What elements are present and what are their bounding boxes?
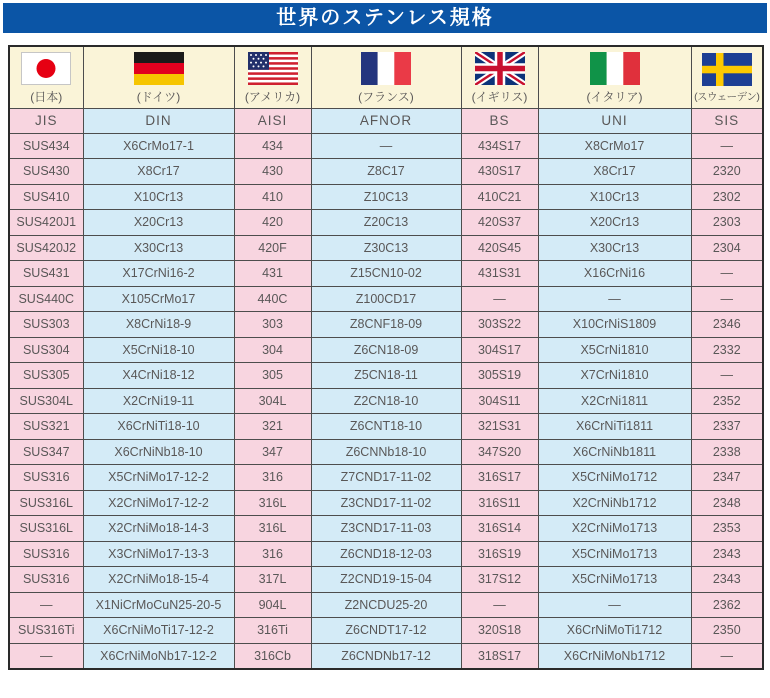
cell-aisi: 431 [234, 261, 311, 287]
cell-afnor: Z3CND17-11-03 [311, 516, 461, 542]
cell-sis: 2346 [691, 312, 763, 338]
table-row [9, 159, 763, 185]
cell-din: X105CrMo17 [83, 286, 234, 312]
cell-jis: SUS303 [9, 312, 83, 338]
cell-aisi: 904L [234, 592, 311, 618]
cell-afnor: Z2NCDU25-20 [311, 592, 461, 618]
cell-afnor: Z8C17 [311, 159, 461, 185]
cell-afnor: Z6CND18-12-03 [311, 541, 461, 567]
code-header-bs: BS [461, 108, 538, 133]
table-body [9, 133, 763, 669]
country-label: (日本) [30, 89, 63, 104]
cell-din: X6CrMo17-1 [83, 133, 234, 159]
cell-din: X8Cr17 [83, 159, 234, 185]
cell-uni: X6CrNiTi1811 [538, 414, 691, 440]
uk-flag-icon [475, 52, 525, 85]
code-header-aisi: AISI [234, 108, 311, 133]
cell-sis: 2304 [691, 235, 763, 261]
cell-aisi: 304 [234, 337, 311, 363]
table-row [9, 516, 763, 542]
page-title: 世界のステンレス規格 [3, 3, 767, 33]
table-row [9, 388, 763, 414]
table-row [9, 286, 763, 312]
cell-bs: 420S45 [461, 235, 538, 261]
cell-aisi: 410 [234, 184, 311, 210]
cell-uni: X10Cr13 [538, 184, 691, 210]
country-label: (アメリカ) [244, 89, 301, 104]
cell-din: X3CrNiMo17-13-3 [83, 541, 234, 567]
table-row [9, 618, 763, 644]
cell-sis: 2343 [691, 567, 763, 593]
flag-header-row [9, 46, 763, 108]
cell-bs: 431S31 [461, 261, 538, 287]
table-row [9, 235, 763, 261]
cell-aisi: 420F [234, 235, 311, 261]
country-label: (フランス) [358, 89, 414, 104]
code-header-uni: UNI [538, 108, 691, 133]
cell-din: X2CrNi19-11 [83, 388, 234, 414]
france-flag-icon [361, 52, 411, 85]
cell-bs: 318S17 [461, 643, 538, 669]
cell-afnor: Z2CND19-15-04 [311, 567, 461, 593]
cell-aisi: 304L [234, 388, 311, 414]
cell-uni: X5CrNiMo1713 [538, 541, 691, 567]
cell-bs: 316S17 [461, 465, 538, 491]
cell-aisi: 347 [234, 439, 311, 465]
cell-din: X20Cr13 [83, 210, 234, 236]
cell-sis: 2352 [691, 388, 763, 414]
cell-bs: 317S12 [461, 567, 538, 593]
cell-afnor: Z6CNDNb17-12 [311, 643, 461, 669]
column-header-uk [461, 46, 538, 108]
cell-din: X10Cr13 [83, 184, 234, 210]
code-header-afnor: AFNOR [311, 108, 461, 133]
cell-sis: 2347 [691, 465, 763, 491]
cell-bs: 430S17 [461, 159, 538, 185]
cell-afnor: Z6CNT18-10 [311, 414, 461, 440]
cell-jis: SUS316L [9, 516, 83, 542]
cell-aisi: 316Ti [234, 618, 311, 644]
cell-aisi: 305 [234, 363, 311, 389]
cell-jis: — [9, 643, 83, 669]
cell-sis: 2302 [691, 184, 763, 210]
cell-jis: SUS304L [9, 388, 83, 414]
cell-sis: — [691, 643, 763, 669]
cell-din: X5CrNiMo17-12-2 [83, 465, 234, 491]
cell-uni: X5CrNiMo1713 [538, 567, 691, 593]
cell-afnor: Z6CN18-09 [311, 337, 461, 363]
cell-bs: — [461, 592, 538, 618]
cell-aisi: 434 [234, 133, 311, 159]
cell-uni: X6CrNiMoTi1712 [538, 618, 691, 644]
table-row [9, 337, 763, 363]
cell-jis: SUS431 [9, 261, 83, 287]
cell-jis: SUS316L [9, 490, 83, 516]
cell-sis: 2332 [691, 337, 763, 363]
cell-sis: 2337 [691, 414, 763, 440]
cell-jis: SUS304 [9, 337, 83, 363]
cell-bs: 410C21 [461, 184, 538, 210]
cell-sis: 2338 [691, 439, 763, 465]
cell-bs: 303S22 [461, 312, 538, 338]
cell-jis: — [9, 592, 83, 618]
table-row [9, 490, 763, 516]
cell-bs: 321S31 [461, 414, 538, 440]
table-row [9, 439, 763, 465]
column-header-usa [234, 46, 311, 108]
stainless-standards-table [8, 45, 764, 670]
cell-uni: X6CrNiNb1811 [538, 439, 691, 465]
cell-aisi: 316 [234, 541, 311, 567]
cell-sis: — [691, 363, 763, 389]
cell-aisi: 316L [234, 516, 311, 542]
table-row [9, 210, 763, 236]
cell-jis: SUS316Ti [9, 618, 83, 644]
usa-flag-icon [248, 52, 298, 85]
table-row [9, 592, 763, 618]
cell-sis: 2350 [691, 618, 763, 644]
cell-jis: SUS420J2 [9, 235, 83, 261]
cell-din: X6CrNiMoTi17-12-2 [83, 618, 234, 644]
cell-bs: 434S17 [461, 133, 538, 159]
cell-uni: X7CrNi1810 [538, 363, 691, 389]
cell-jis: SUS321 [9, 414, 83, 440]
cell-din: X8CrNi18-9 [83, 312, 234, 338]
cell-din: X30Cr13 [83, 235, 234, 261]
cell-sis: 2353 [691, 516, 763, 542]
cell-sis: 2362 [691, 592, 763, 618]
cell-aisi: 440C [234, 286, 311, 312]
column-header-france [311, 46, 461, 108]
table-row [9, 414, 763, 440]
cell-uni: X8CrMo17 [538, 133, 691, 159]
table-row [9, 312, 763, 338]
cell-din: X5CrNi18-10 [83, 337, 234, 363]
cell-sis: 2303 [691, 210, 763, 236]
cell-aisi: 420 [234, 210, 311, 236]
cell-uni: X2CrNiNb1712 [538, 490, 691, 516]
country-label: (イギリス) [471, 89, 528, 104]
column-header-sweden [691, 46, 763, 108]
cell-bs: 316S14 [461, 516, 538, 542]
country-label: (スウェーデン) [694, 90, 760, 103]
cell-afnor: Z30C13 [311, 235, 461, 261]
column-header-italy [538, 46, 691, 108]
cell-uni: X8Cr17 [538, 159, 691, 185]
cell-jis: SUS430 [9, 159, 83, 185]
cell-uni: X16CrNi16 [538, 261, 691, 287]
japan-flag-icon [21, 52, 71, 85]
cell-jis: SUS434 [9, 133, 83, 159]
table-row [9, 567, 763, 593]
cell-din: X17CrNi16-2 [83, 261, 234, 287]
cell-afnor: Z3CND17-11-02 [311, 490, 461, 516]
cell-din: X6CrNiNb18-10 [83, 439, 234, 465]
cell-aisi: 430 [234, 159, 311, 185]
cell-aisi: 317L [234, 567, 311, 593]
cell-uni: X6CrNiMoNb1712 [538, 643, 691, 669]
cell-jis: SUS440C [9, 286, 83, 312]
cell-jis: SUS316 [9, 567, 83, 593]
column-header-japan [9, 46, 83, 108]
germany-flag-icon [134, 52, 184, 85]
cell-uni: X2CrNi1811 [538, 388, 691, 414]
table-row [9, 465, 763, 491]
cell-din: X6CrNiTi18-10 [83, 414, 234, 440]
cell-afnor: Z6CNDT17-12 [311, 618, 461, 644]
standard-code-header-row [9, 108, 763, 133]
cell-aisi: 303 [234, 312, 311, 338]
table-row [9, 184, 763, 210]
cell-sis: — [691, 261, 763, 287]
cell-bs: 420S37 [461, 210, 538, 236]
cell-afnor: Z10C13 [311, 184, 461, 210]
cell-sis: — [691, 133, 763, 159]
cell-jis: SUS420J1 [9, 210, 83, 236]
cell-uni: — [538, 286, 691, 312]
cell-afnor: Z6CNNb18-10 [311, 439, 461, 465]
cell-uni: X5CrNi1810 [538, 337, 691, 363]
cell-din: X4CrNi18-12 [83, 363, 234, 389]
cell-uni: X30Cr13 [538, 235, 691, 261]
italy-flag-icon [590, 52, 640, 85]
cell-bs: 304S17 [461, 337, 538, 363]
cell-afnor: Z7CND17-11-02 [311, 465, 461, 491]
cell-afnor: Z20C13 [311, 210, 461, 236]
country-label: (ドイツ) [136, 89, 181, 104]
table-row [9, 261, 763, 287]
cell-sis: 2348 [691, 490, 763, 516]
code-header-sis: SIS [691, 108, 763, 133]
cell-aisi: 316L [234, 490, 311, 516]
cell-jis: SUS316 [9, 465, 83, 491]
cell-afnor: Z100CD17 [311, 286, 461, 312]
cell-sis: 2343 [691, 541, 763, 567]
cell-uni: X5CrNiMo1712 [538, 465, 691, 491]
cell-uni: X2CrNiMo1713 [538, 516, 691, 542]
cell-aisi: 321 [234, 414, 311, 440]
cell-uni: — [538, 592, 691, 618]
country-label: (イタリア) [586, 89, 643, 104]
cell-bs: 305S19 [461, 363, 538, 389]
cell-afnor: Z5CN18-11 [311, 363, 461, 389]
cell-afnor: Z8CNF18-09 [311, 312, 461, 338]
column-header-germany [83, 46, 234, 108]
table-row [9, 363, 763, 389]
table-row [9, 643, 763, 669]
cell-afnor: Z15CN10-02 [311, 261, 461, 287]
cell-din: X2CrNiMo18-14-3 [83, 516, 234, 542]
cell-sis: — [691, 286, 763, 312]
cell-uni: X10CrNiS1809 [538, 312, 691, 338]
table-row [9, 541, 763, 567]
cell-afnor: — [311, 133, 461, 159]
cell-din: X6CrNiMoNb17-12-2 [83, 643, 234, 669]
cell-bs: 304S11 [461, 388, 538, 414]
cell-din: X2CrNiMo18-15-4 [83, 567, 234, 593]
cell-bs: 316S19 [461, 541, 538, 567]
cell-afnor: Z2CN18-10 [311, 388, 461, 414]
cell-uni: X20Cr13 [538, 210, 691, 236]
cell-din: X1NiCrMoCuN25-20-5 [83, 592, 234, 618]
cell-bs: 347S20 [461, 439, 538, 465]
code-header-jis: JIS [9, 108, 83, 133]
cell-aisi: 316Cb [234, 643, 311, 669]
cell-sis: 2320 [691, 159, 763, 185]
cell-jis: SUS305 [9, 363, 83, 389]
sweden-flag-icon [702, 53, 752, 86]
cell-din: X2CrNiMo17-12-2 [83, 490, 234, 516]
cell-jis: SUS410 [9, 184, 83, 210]
table-row [9, 133, 763, 159]
cell-bs: 316S11 [461, 490, 538, 516]
code-header-din: DIN [83, 108, 234, 133]
cell-jis: SUS347 [9, 439, 83, 465]
cell-jis: SUS316 [9, 541, 83, 567]
cell-bs: — [461, 286, 538, 312]
cell-aisi: 316 [234, 465, 311, 491]
cell-bs: 320S18 [461, 618, 538, 644]
